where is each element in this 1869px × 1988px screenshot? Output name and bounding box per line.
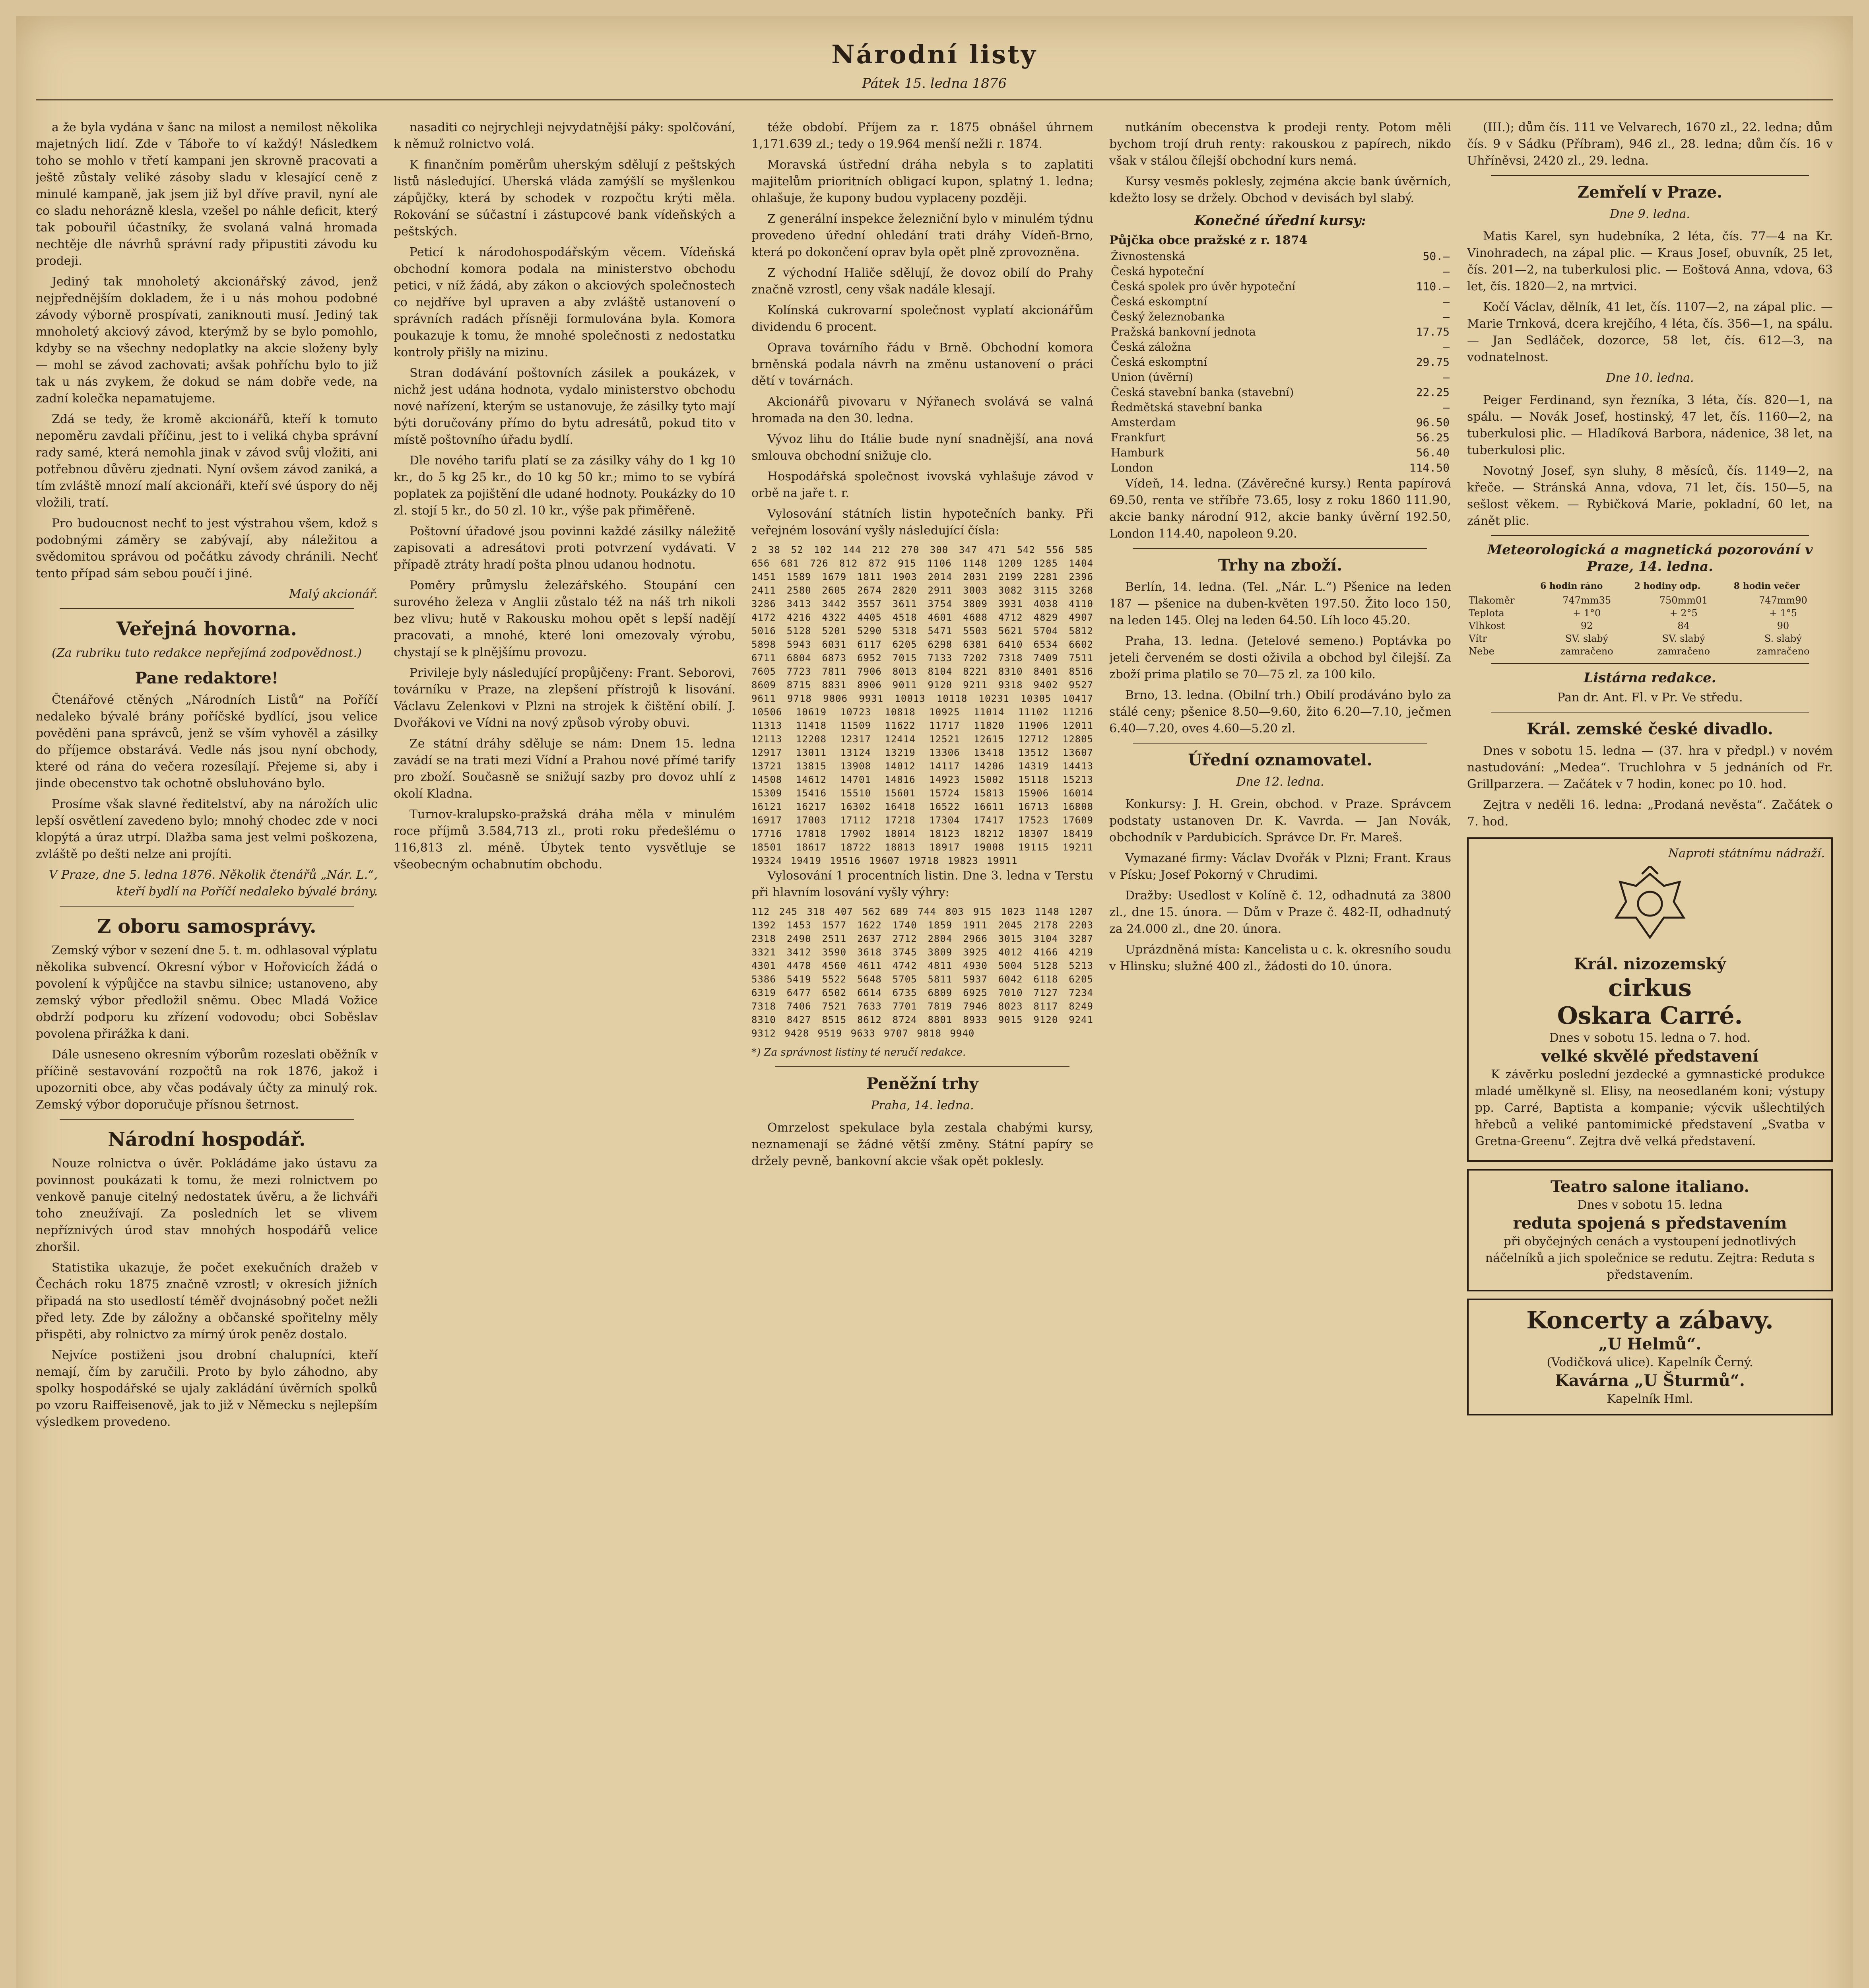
exchange-value: 56.40 xyxy=(1416,446,1450,459)
table-cell: S. slabý xyxy=(1764,633,1802,644)
dateline: Praha, 14. ledna. xyxy=(871,1099,974,1112)
paragraph: Brno, 13. ledna. (Obilní trh.) Obilí prodáváno bylo za stálé ceny; pšenice 8.50—9.60, žito 6.20—7.10, ječmen 6.40—7.20, oves 4.60—5.20 zl. xyxy=(1109,688,1451,736)
footnote: *) Za správnost listiny té neručí redakce. xyxy=(751,1046,966,1058)
paragraph: Dále usneseno okresním výborům rozeslati oběžník v příčině sestavování rozpočtů na rok 1876, jakož i upozorniti obce, aby včas podávaly účty za minulý rok. Zemský výbor doporučuje přísnou šetrnost. xyxy=(36,1048,378,1112)
ad-headline: Oskara Carré. xyxy=(1557,1002,1743,1030)
paragraph: Privileje byly následující propůjčeny: Frant. Seborovi, továrníku v Praze, na zlepšení přístrojů k lisování. Václavu Zelenkovi v Plzni na strojek k čištění obilí. J. Dvořákovi ve Vídni na nový způsob výroby obuvi. xyxy=(394,666,736,730)
exchange-value: 29.75 xyxy=(1416,355,1450,369)
paragraph: K finančním poměrům uherským sdělují z peštských listů následující. Uherská vláda zamýšlí se myšlenkou zápůjčky, která by schodek v rozpočtu krýti měla. Rokování se súčastní i zástupcové bank vídeňských a peštských. xyxy=(394,158,736,239)
table-row xyxy=(1467,607,1833,619)
ad-headline: Koncerty a zábavy. xyxy=(1526,1307,1774,1334)
exchange-name: Česká eskomptní xyxy=(1111,355,1207,369)
ad-line: Kapelník Hml. xyxy=(1607,1392,1693,1406)
table-cell: zamračeno xyxy=(1657,646,1710,657)
column-1 xyxy=(36,119,378,1988)
exchange-name: Česká spolek pro úvěr hypoteční xyxy=(1111,280,1296,293)
table-row xyxy=(1467,645,1833,658)
table-row xyxy=(1109,249,1451,264)
column-2 xyxy=(394,119,736,1988)
table-cell: + 1°5 xyxy=(1769,608,1797,619)
table-row xyxy=(1467,619,1833,632)
table-row xyxy=(1467,594,1833,607)
column-5 xyxy=(1467,119,1833,1988)
paragraph: Kolínská cukrovarní společnost vyplatí akcionářům dividendu 6 procent. xyxy=(751,303,1093,334)
table-cell: SV. slabý xyxy=(1565,633,1609,644)
paragraph: Vymazané firmy: Václav Dvořák v Plzni; Frant. Kraus v Písku; Josef Pokorný v Chrudimi. xyxy=(1109,851,1451,882)
paragraph: Poměry průmyslu železářského. Stoupání cen surového železa v Anglii zůstalo též na náš trh nikoli bez vlivu; hutě v Rakousku mohou opět s lepší nadějí pracovati, a mnohé, které loni omezovaly výrobu, chystají se k plnějšímu provozu. xyxy=(394,579,736,659)
ad-location: Naproti státnímu nádraží. xyxy=(1668,846,1825,860)
column-3 xyxy=(751,119,1093,1988)
table-row xyxy=(1109,430,1451,445)
signature: V Praze, dne 5. ledna 1876. Několik čtenářů „Nár. L.“, kteří bydlí na Poříčí nedaleko bývalé brány. xyxy=(49,868,378,899)
paragraph: Vývoz lihu do Itálie bude nyní snadnější, ana nová smlouva obchodní snižuje clo. xyxy=(751,432,1093,463)
section-heading: Listárna redakce. xyxy=(1584,670,1716,686)
divider xyxy=(60,608,354,609)
table-row xyxy=(1109,400,1451,415)
paragraph: Zdá se tedy, že kromě akcionářů, kteří k tomuto nepoměru zavdali příčinu, jest to i veliká chyba správní rady samé, která nemohla jinak v závod svůj vložiti, ani potřebnou důvěru zjednati. Nyní ovšem závod zaniká, a tím zvláště mnozí malí akcionáři, kteří své úspory do něj vložili, tratí. xyxy=(36,412,378,510)
column-4 xyxy=(1109,119,1451,1988)
exchange-name: Amsterdam xyxy=(1111,416,1176,429)
ad-headline: Teatro salone italiano. xyxy=(1550,1177,1750,1196)
paragraph: Pro budoucnost nechť to jest výstrahou všem, kdož s podobnými záměry se zabývají, aby náležitou a svědomitou správou od počátku závody chránili. Nechť tento případ sám sebou poučí i jiné. xyxy=(36,516,378,580)
ad-line: Kavárna „U Šturmů“. xyxy=(1555,1371,1745,1390)
table-cell: + 2°5 xyxy=(1669,608,1698,619)
paragraph: Jediný tak mnoholetý akcionářský závod, jenž nejpřednějším dokladem, že i u nás mohou podobné závody výborně prospívati, zaniknouti musí. Jediný tak mnoholetý akciový závod, kterýmž by se bylo pomohlo, kdyby se na všechny nedoplatky na akcie složeny byly — mohl se závod zachovati; avšak pohříchu bylo to již tak u nás zvykem, že dokud se nám dobře vede, na zadní kolečka nepamatujeme. xyxy=(36,275,378,406)
exchange-value: — xyxy=(1443,295,1450,308)
paragraph: (III.); dům čís. 111 ve Velvarech, 1670 zl., 22. ledna; dům čís. 9 v Sádku (Příbram), 946 zl., 28. ledna; dům čís. 16 v Uhříněvsi, 2420 zl., 29. ledna. xyxy=(1467,120,1833,168)
signature: Malý akcionář. xyxy=(289,587,378,601)
table-row xyxy=(1109,385,1451,400)
exchange-value: — xyxy=(1443,265,1450,278)
exchange-value: 110.— xyxy=(1416,280,1450,293)
section-heading: Národní hospodář. xyxy=(108,1128,306,1151)
paragraph: Praha, 13. ledna. (Jetelové semeno.) Poptávka po jeteli červeném se dosti oživila a obchod byl čilejší. Za zboží prima platilo se 70—75 zl. za 100 kilo. xyxy=(1109,634,1451,681)
article-heading: Pane redaktore! xyxy=(135,669,279,687)
exchange-name: Česká stavební banka (stavební) xyxy=(1111,386,1294,399)
paragraph: Matis Karel, syn hudebníka, 2 léta, čís. 77—4 na Kr. Vinohradech, na zápal plic. — Kraus Josef, obuvník, 25 let, čís. 201—2, na tuberkulosi plic. — Eoštová Anna, vdova, 63 let, čís. 1820—2, na mrtvici. xyxy=(1467,229,1833,293)
exchange-value: 22.25 xyxy=(1416,386,1450,399)
paragraph: Prosíme však slavné ředitelství, aby na nárožích ulic lepší osvětlení zavedeno bylo; mnohý chodec zde v noci klopýtá a úraz utrpí. Dlažba sama jest velmi poškozena, zvláště po dešti nelze ani projíti. xyxy=(36,797,378,861)
paragraph: Berlín, 14. ledna. (Tel. „Nár. L.“) Pšenice na leden 187 — pšenice na duben-květen 197.50. Žito loco 150, na leden 145. Olej na leden 64.50. Líh loco 45.20. xyxy=(1109,580,1451,627)
dateline: Dne 12. ledna. xyxy=(1236,775,1324,789)
table-row xyxy=(1109,309,1451,324)
paragraph: Kočí Václav, dělník, 41 let, čís. 1107—2, na zápal plic. — Marie Trnková, dcera krejčího, 4 léta, čís. 356—1, na spálu. — Jan Sedláček, dozorce, 58 let, čís. 612—3, na vodnatelnost. xyxy=(1467,300,1833,364)
row-label: Tlakoměr xyxy=(1469,595,1515,606)
table-cell: 747mm90 xyxy=(1758,595,1807,606)
paragraph: nutkáním obecenstva k prodeji renty. Potom měli bychom trojí druh renty: rakouskou z papírech, nikdo však v stálou čílejší obchodní kurs nemá. xyxy=(1109,120,1451,168)
table-row xyxy=(1109,370,1451,385)
exchange-name: Pražská bankovní jednota xyxy=(1111,325,1256,338)
paragraph: Oprava továrního řádu v Brně. Obchodní komora brněnská podala návrh na změnu ustanovení o práci dětí v továrnách. xyxy=(751,341,1093,388)
ad-line: reduta spojená s představením xyxy=(1513,1214,1787,1233)
row-label: Vítr xyxy=(1469,633,1487,644)
exchange-value: 114.50 xyxy=(1409,461,1450,474)
divider xyxy=(1133,548,1427,549)
paragraph: Zemský výbor v sezení dne 5. t. m. odhlasoval výplatu několika subvencí. Okresní výbor v Hořovicích žádá o povolení k výpůjčce na stavbu silnice; ustanoveno, aby zemský výbor předložil sněmu. Obec Mladá Vožice obdrží podporu ku zřízení vodovodu; obci Soběslav povolena přirážka k dani. xyxy=(36,944,378,1041)
ad-headline: cirkus xyxy=(1608,974,1692,1002)
paragraph: K závěrku poslední jezdecké a gymnastické produkce mladé umělkyně sl. Elisy, na neosedlaném koni; výstupy pp. Carré, Baptista a kompanie; výcvik ušlechtilých hřebců a veliké pantomimické představení „Svatba v Gretna-Greenu“. Zejtra dvě velká představení. xyxy=(1475,1068,1825,1148)
table-row xyxy=(1109,279,1451,294)
table-row xyxy=(1467,632,1833,645)
paragraph: Novotný Josef, syn sluhy, 8 měsíců, čís. 1149—2, na křeče. — Stránská Anna, vdova, 71 let, čís. 150—5, na sešlost věkem. — Rybičková Marie, pokladní, 60 let, na zánět plic. xyxy=(1467,464,1833,528)
section-heading: Trhy na zboží. xyxy=(1218,556,1343,575)
weather-table xyxy=(1467,578,1833,658)
paragraph: Moravská ústřední dráha nebyla s to zaplatiti majitelům prioritních obligací kupon, splatný 1. ledna; ohlašuje, že kupony budou vyplaceny později. xyxy=(751,158,1093,205)
section-heading: Král. zemské české divadlo. xyxy=(1527,720,1773,738)
exchange-name: Ředmětská stavební banka xyxy=(1111,401,1263,414)
column-header xyxy=(1467,578,1540,594)
table-cell: zamračeno xyxy=(1756,646,1810,657)
exchange-value: 17.75 xyxy=(1416,325,1450,338)
row-label: Teplota xyxy=(1469,608,1504,619)
table-cell: SV. slabý xyxy=(1662,633,1705,644)
paragraph: Uprázdněná místa: Kancelista u c. k. okresního soudu v Hlinsku; služné 400 zl., žádosti do 10. února. xyxy=(1109,943,1451,973)
masthead xyxy=(36,36,1833,101)
paragraph: Čtenářové ctěných „Národních Listů“ na Poříčí nedaleko bývalé brány poříčské bydlící, jsou velice pověděni pana správců, jenž se vším vyhověl a zásilky do příjemce obstarává. Vedle nás jsou nyní obchody, které od rána do večera rozesílají. Přejeme si, aby i jinde obecenstvo tak ochotně obsluhováno bylo. xyxy=(36,693,378,790)
paragraph: Pan dr. Ant. Fl. v Pr. Ve středu. xyxy=(1557,691,1743,705)
paragraph: Hospodářská společnost ivovská vyhlašuje závod v orbě na jaře t. r. xyxy=(751,470,1093,500)
teatro-ad xyxy=(1467,1169,1833,1291)
paragraph: Stran dodávání poštovních zásilek a poukázek, v nichž jest udána hodnota, vydalo ministerstvo obchodu nové nařízení, kterým se ustanovuje, že zásilky tyto mají býti doručovány přímo do bytu adresátů, pokud tito v místě poštovního úřadu bydlí. xyxy=(394,366,736,447)
exchange-value: 50.— xyxy=(1423,250,1450,263)
paragraph: Statistika ukazuje, že počet exekučních dražeb v Čechách roku 1875 značně vzrostl; v okresích jižních připadá na sto usedlostí téměř dvojnásobný počet nežli před lety. Zde by záložny a občanské spořitelny měly přispěti, aby rolnictvo za mírný úrok peněz dostalo. xyxy=(36,1261,378,1342)
exchange-value: — xyxy=(1443,401,1450,414)
table-row xyxy=(1109,294,1451,309)
paragraph: Omrzelost spekulace byla zestala chabými kursy, neznamenají se žádné větší změny. Státní papíry se držely pevně, bankovní akcie však opět poklesly. xyxy=(751,1121,1093,1168)
paragraph: téže období. Příjem za r. 1875 obnášel úhrnem 1,171.639 zl.; tedy o 19.964 menší nežli r. 1874. xyxy=(751,120,1093,151)
paragraph: Vídeň, 14. ledna. (Závěrečné kursy.) Renta papírová 69.50, renta ve stříbře 73.65, losy z roku 1860 111.90, akcie banky národní 912, akcie banky úvěrní 192.50, London 114.40, napoleon 9.20. xyxy=(1109,477,1451,541)
table-cell: 84 xyxy=(1677,620,1690,631)
ad-line: „U Helmů“. xyxy=(1598,1335,1702,1353)
ad-line: (Vodičková ulice). Kapelník Černý. xyxy=(1547,1355,1753,1369)
section-heading: Konečné úřední kursy: xyxy=(1194,213,1366,229)
section-heading: Peněžní trhy xyxy=(866,1074,978,1093)
circus-ad xyxy=(1467,837,1833,1162)
exchange-name: London xyxy=(1111,461,1153,474)
lottery-numbers: 2 38 52 102 144 212 270 300 347 471 542 556 585 656 681 726 812 872 915 1106 1148 1209 1285 1404 1451 1589 1679 1811 1903 2014 2031 2199 2281 2396 2411 2580 2605 2674 2820 2911 3003 3082 3115 3268 3286 3413 3442 3557 3611 3754 3809 3931 4038 4110 4172 4216 4322 4405 4518 4601 4688 4712 4829 4907 5016 5128 5201 5290 5318 5471 5503 5621 5704 5812 5898 5943 6031 6117 6205 6298 6381 6410 6534 6602 6711 6804 6873 6952 7015 7133 7202 7318 7409 7511 7605 7723 7811 7906 8013 8104 8221 8310 8401 8516 8609 8715 8831 8906 9011 9120 9211 9318 9402 9527 9611 9718 9806 9931 10013 10118 10231 10305 10417 10506 10619 10723 10818 10925 11014 11102 11216 11313 11418 11509 11622 11717 11820 11906 12011 12113 12208 12317 12414 12521 12615 12712 12805 12917 13011 13124 13219 13306 13418 13512 13607 13721 13815 13908 14012 14117 14206 14319 14413 14508 14612 14701 14816 14923 15002 15118 15213 15309 15416 15510 15601 15724 15813 15906 16014 16121 16217 16302 16418 16522 16611 16713 16808 16917 17003 17112 17218 17304 17417 17523 17609 17716 17818 17902 18014 18123 18212 18307 18419 18501 18617 18722 18813 18917 19008 19115 19211 19324 19419 19516 19607 19718 19823 19911 xyxy=(751,544,1093,866)
paragraph: Nejvíce postiženi jsou drobní chalupníci, kteří nemají, čím by zaručili. Proto by bylo záhodno, aby spolky hospodářské se ujaly zakládání úvěrních spolků po vzoru Raiffeisenově, jak to již v Německu s nejlepším výsledkem provedeno. xyxy=(36,1348,378,1429)
ad-line: Dnes v sobotu 15. ledna o 7. hod. xyxy=(1549,1031,1751,1045)
paragraph: Akcionářů pivovaru v Nýřanech svolává se valná hromada na den 30. ledna. xyxy=(751,395,1093,425)
divider xyxy=(1133,743,1427,744)
table-row xyxy=(1109,340,1451,355)
paragraph: Poštovní úřadové jsou povinni každé zásilky náležitě zapisovati a adresátovi proti potvrzení vydávati. V případě ztráty hradí pošta plnou udanou hodnotu. xyxy=(394,524,736,572)
paragraph: Dnes v sobotu 15. ledna — (37. hra v předpl.) v novém nastudování: „Medea“. Truchlohra v 5 jednáních od Fr. Grillparzera. — Začátek v 7 hodin, konec po 10. hod. xyxy=(1467,744,1833,791)
exchange-name: Český železnobanka xyxy=(1111,310,1225,323)
exchange-table xyxy=(1109,249,1451,476)
divider xyxy=(1491,663,1809,664)
exchange-name: Česká záložna xyxy=(1111,340,1191,353)
paragraph: Peticí k národohospodářským věcem. Vídeňská obchodní komora podala na ministerstvo obchodu petici, v níž žádá, aby zákon o akciových společnostech co nejdříve byl upraven a aby zvláště ustanovení o správních radách přísněji formulována byla. Komora poukazuje k tomu, že mnohé společnosti z nedostatku kontroly přišly na mizinu. xyxy=(394,245,736,359)
ad-line: Dnes v sobotu 15. ledna xyxy=(1577,1198,1723,1212)
exchange-value: — xyxy=(1443,371,1450,384)
divider xyxy=(1491,535,1809,536)
row-label: Nebe xyxy=(1469,646,1494,657)
paragraph: Dražby: Usedlost v Kolíně č. 12, odhadnutá za 3800 zl., dne 15. února. — Dům v Praze č. 482-II, odhadnutý za 24.000 zl., dne 20. února. xyxy=(1109,889,1451,936)
exchange-name: Union (úvěrní) xyxy=(1111,371,1194,384)
paragraph: Peiger Ferdinand, syn řezníka, 3 léta, čís. 820—1, na spálu. — Novák Josef, hostinský, 47 let, čís. 1160—2, na tuberkulosi plic. — Hladíková Barbora, nádenice, 38 let, na tuberkulosi plic. xyxy=(1467,393,1833,457)
section-heading: Meteorologická a magnetická pozorování v Praze, 14. ledna. xyxy=(1487,542,1813,575)
exchange-name: Živnostenská xyxy=(1111,250,1186,263)
row-label: Vlhkost xyxy=(1469,620,1505,631)
paragraph: Nouze rolnictva o úvěr. Pokládáme jako ústavu za povinnost poukázati k tomu, že mezi rolnictvem po venkově panuje citelný nedostatek úvěru, a že lichváři toho zneužívají. Za posledních let se vlivem nepříznivých úrod stav mnohých hospodářů velice zhoršil. xyxy=(36,1157,378,1254)
divider xyxy=(1491,175,1809,176)
paragraph: při obyčejných cenách a vystoupení jednotlivých náčelníků a jich společnice se redutu. Zejtra: Reduta s představením. xyxy=(1485,1235,1815,1282)
paragraph: Zejtra v neděli 16. ledna: „Prodaná nevěsta“. Začátek o 7. hod. xyxy=(1467,798,1833,829)
column-header: 6 hodin ráno xyxy=(1540,581,1603,591)
column-header: 2 hodiny odp. xyxy=(1634,581,1701,591)
paragraph: Turnov-kralupsko-pražská dráha měla v minulém roce příjmů 3.584,713 zl., proti roku předešlému o 116,813 zl. méně. Úbytek tento vysvětluje se všeobecným ochabnutím obchodu. xyxy=(394,808,736,872)
table-cell: 90 xyxy=(1777,620,1789,631)
section-heading: Veřejná hovorna. xyxy=(116,618,297,640)
table-cell: 750mm01 xyxy=(1659,595,1708,606)
crest-icon xyxy=(1604,866,1696,945)
table-row xyxy=(1109,445,1451,460)
divider xyxy=(60,906,354,907)
table-cell: zamračeno xyxy=(1560,646,1613,657)
table-row xyxy=(1109,415,1451,430)
divider xyxy=(775,1066,1069,1067)
paragraph: Dle nového tarifu platí se za zásilky váhy do 1 kg 10 kr., do 5 kg 25 kr., do 10 kg 50 kr.; mimo to se vybírá poplatek za pojištění dle udané hodnoty. Poukázky do 10 zl. stojí 5 kr., do 50 zl. 10 kr., výše pak přiměřeně. xyxy=(394,454,736,518)
exchange-value: — xyxy=(1443,310,1450,323)
table-row xyxy=(1109,324,1451,340)
dateline: Dne 10. ledna. xyxy=(1606,371,1694,385)
newspaper-page xyxy=(16,16,1853,1988)
dateline: Dne 9. ledna. xyxy=(1609,207,1690,221)
column-header: 8 hodin večer xyxy=(1733,581,1800,591)
exchange-name: Frankfurt xyxy=(1111,431,1166,444)
section-heading: Úřední oznamovatel. xyxy=(1188,751,1372,769)
masthead-title: Národní listy xyxy=(831,40,1037,70)
table-cell: 92 xyxy=(1580,620,1593,631)
paragraph: Z východní Haliče sdělují, že dovoz obilí do Prahy značně vzrostl, ceny však nadále klesají. xyxy=(751,266,1093,297)
masthead-dateline: Pátek 15. ledna 1876 xyxy=(862,76,1007,91)
exchange-value: 96.50 xyxy=(1416,416,1450,429)
section-heading: Zemřelí v Praze. xyxy=(1577,183,1723,202)
exchange-name: Česká hypoteční xyxy=(1111,265,1204,278)
paragraph: Ze státní dráhy sděluje se nám: Dnem 15. ledna zavádí se na trati mezi Vídní a Prahou nové přímé tarify pro zboží. Současně se snižují sazby pro dovoz uhlí z okolí Kladna. xyxy=(394,737,736,801)
paragraph: Vylosování státních listin hypotečních banky. Při veřejném losování vyšly následující čísla: xyxy=(751,507,1093,538)
table-caption: Půjčka obce pražské z r. 1874 xyxy=(1109,233,1308,247)
paragraph: Z generální inspekce železniční bylo v minulém týdnu provedeno úřední ohledání trati dráhy Vídeň-Brno, která po dokončení oprav byla opět plně zprovozněna. xyxy=(751,212,1093,259)
exchange-value: — xyxy=(1443,340,1450,353)
paragraph: Kursy vesměs poklesly, zejména akcie bank úvěrních, kdežto losy se držely. Obchod v devisách byl slabý. xyxy=(1109,175,1451,205)
paragraph: Konkursy: J. H. Grein, obchod. v Praze. Správcem podstaty ustanoven Dr. K. Vavrda. — Jan Novák, obchodník v Pardubicích. Správce Dr. Fr. Mareš. xyxy=(1109,797,1451,845)
paragraph: a že byla vydána v šanc na milost a nemilost několika majetných lidí. Zde v Táboře to ví každý! Následkem toho se mohlo v třetí kampani jen skrovně pracovati a ještě zůstaly veliké zásoby sladu v klesající ceně z minulé kampaně, jak jsem již byl dříve pravil, nyní ale co sladu nehorázně klesla, vzešel po náhle deficit, který tak pobouřil účastníky, že svolaná valná hromada nechtěje dle návrhů správní rady připustiti závodu ku prodeji. xyxy=(36,120,378,268)
concert-ad xyxy=(1467,1299,1833,1415)
paragraph: Vylosování 1 procentních listin. Dne 3. ledna v Terstu při hlavním losování vyšly výhry: xyxy=(751,869,1093,899)
table-cell: 747mm35 xyxy=(1562,595,1611,606)
table-row xyxy=(1109,264,1451,279)
section-heading: Z oboru samosprávy. xyxy=(97,915,316,938)
lottery-numbers: 112 245 318 407 562 689 744 803 915 1023 1148 1207 1392 1453 1577 1622 1740 1859 1911 2045 2178 2203 2318 2490 2511 2637 2712 2804 2966 3015 3104 3287 3321 3412 3590 3618 3745 3809 3925 4012 4166 4219 4301 4478 4560 4611 4742 4811 4930 5004 5128 5213 5386 5419 5522 5648 5705 5811 5937 6042 6118 6205 6319 6477 6502 6614 6735 6809 6925 7010 7127 7234 7318 7406 7521 7633 7701 7819 7946 8023 8117 8249 8310 8427 8515 8612 8724 8801 8933 9015 9120 9241 9312 9428 9519 9633 9707 9818 9940 xyxy=(751,906,1093,1039)
exchange-name: Česká eskomptní xyxy=(1111,295,1207,308)
table-cell: + 1°0 xyxy=(1573,608,1601,619)
table-row xyxy=(1109,460,1451,476)
section-subheading: (Za rubriku tuto redakce nepřejímá zodpovědnost.) xyxy=(52,646,362,660)
ad-line: velké skvělé představení xyxy=(1541,1047,1759,1066)
exchange-name: Hamburk xyxy=(1111,446,1164,459)
exchange-value: 56.25 xyxy=(1416,431,1450,444)
paragraph: nasaditi co nejrychleji nejvydatnější páky: spolčování, k němuž rolnictvo volá. xyxy=(394,120,736,151)
divider xyxy=(60,1119,354,1120)
ad-line: Král. nizozemský xyxy=(1574,955,1726,973)
table-row xyxy=(1109,355,1451,370)
